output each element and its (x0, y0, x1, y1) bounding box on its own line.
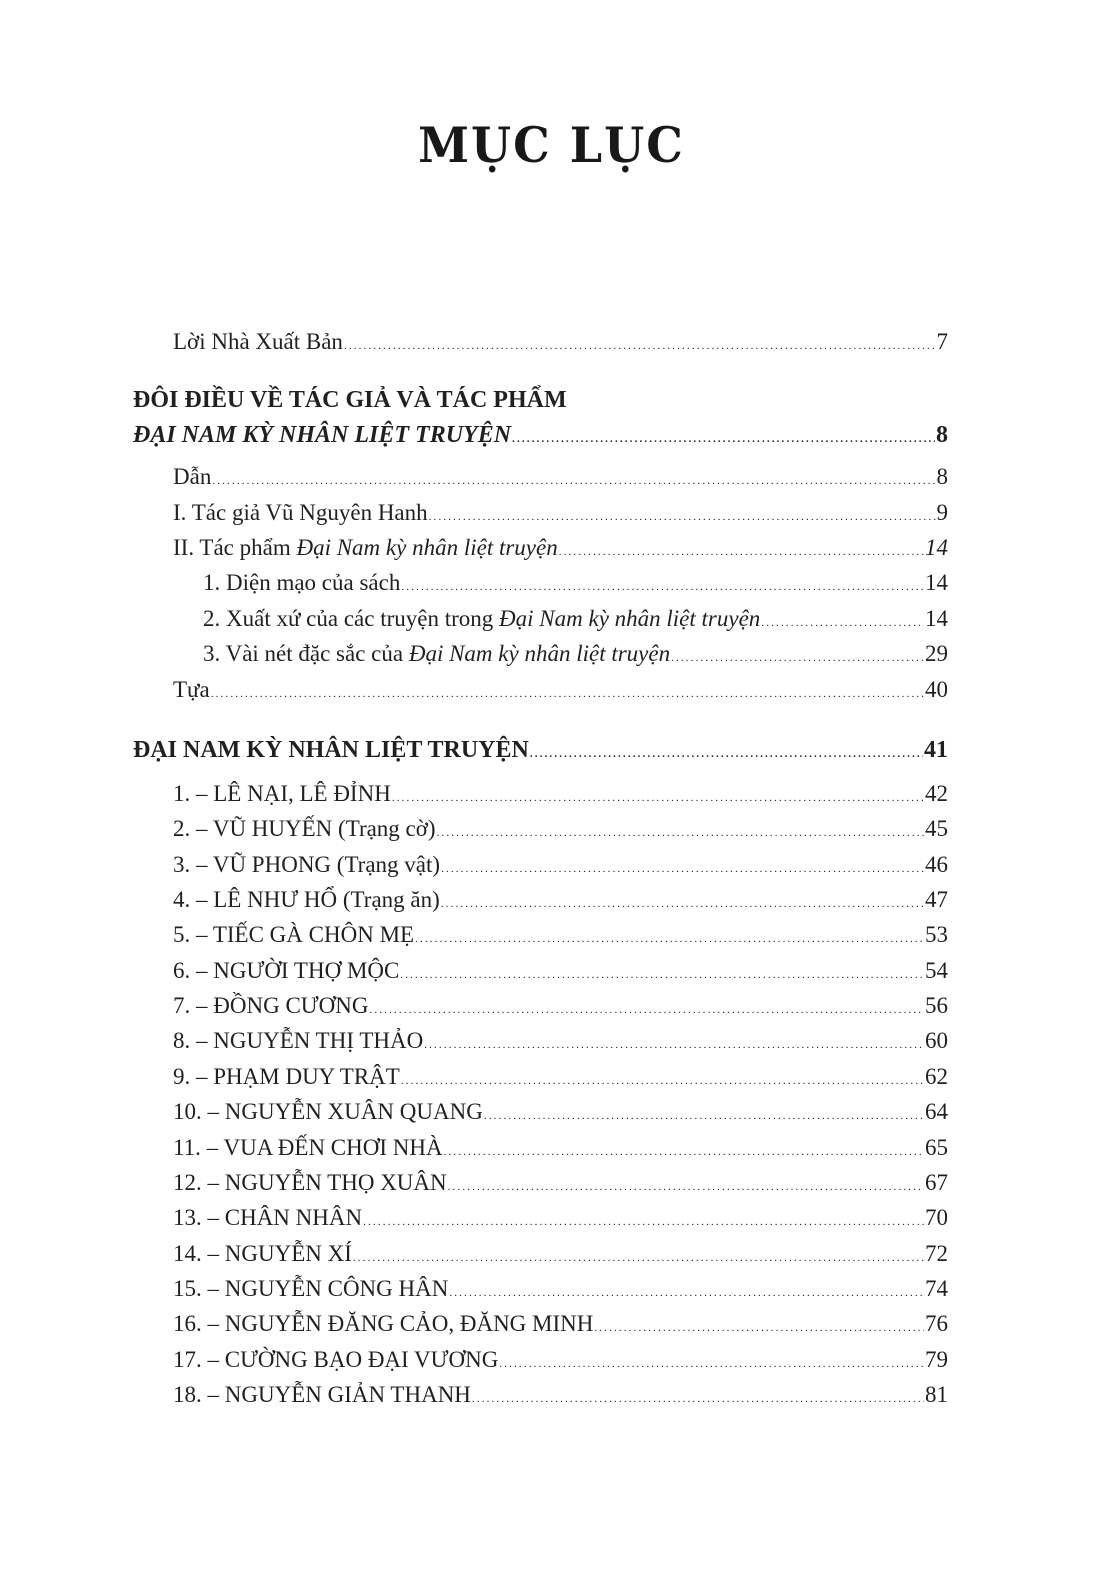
toc-entry-page: 14 (925, 606, 948, 631)
toc-story-entry[interactable] (173, 1203, 948, 1237)
toc-entry-label: 2. Xuất xứ của các truyện trong Đại Nam kỳ nhân liệt truyện (203, 606, 761, 631)
toc-story-entry[interactable] (173, 1062, 948, 1096)
toc-entry-page: 29 (925, 641, 948, 666)
toc-entry-label: 16. – NGUYỄN ĐĂNG CẢO, ĐĂNG MINH (173, 1311, 594, 1337)
toc-entry-page: 56 (925, 993, 948, 1019)
toc-story-entry[interactable] (173, 1026, 948, 1060)
dot-leader (472, 1380, 924, 1414)
toc-story-entry[interactable] (173, 956, 948, 990)
toc-entry-page: 9 (936, 500, 948, 525)
toc-entry-label: II. Tác phẩm Đại Nam kỳ nhân liệt truyện (173, 535, 558, 560)
dot-leader (424, 1026, 924, 1060)
toc-entry-label: 9. – PHẠM DUY TRẬT (173, 1063, 400, 1089)
toc-entry-page: 72 (925, 1240, 948, 1266)
dot-leader (499, 1345, 924, 1379)
toc-entry-label: 1. Diện mạo của sách (203, 570, 401, 595)
toc-section2-heading[interactable] (133, 735, 948, 769)
dot-leader (559, 533, 924, 567)
toc-entry-label: I. Tác giả Vũ Nguyên Hanh (173, 500, 428, 525)
dot-leader (530, 735, 923, 769)
dot-leader (512, 420, 935, 454)
toc-story-entry[interactable] (173, 850, 948, 884)
toc-entry-page: 14 (925, 535, 948, 560)
toc-story-entry[interactable] (173, 1345, 948, 1379)
toc-entry-page: 76 (925, 1311, 948, 1337)
section-heading-line1[interactable]: ĐÔI ĐIỀU VỀ TÁC GIẢ VÀ TÁC PHẨM (133, 387, 567, 413)
toc-entry-label: 3. Vài nét đặc sắc của Đại Nam kỳ nhân liệt truyện (203, 641, 671, 666)
toc-entry-page: 8 (936, 464, 948, 489)
toc-entry-page: 47 (925, 887, 948, 913)
toc-story-entry[interactable] (173, 885, 948, 919)
toc-story-entry[interactable] (173, 1274, 948, 1308)
dot-leader (484, 1097, 924, 1131)
toc-entry-label: 4. – LÊ NHƯ HỔ (Trạng ăn) (173, 887, 440, 913)
toc-entry-label: 12. – NGUYỄN THỌ XUÂN (173, 1169, 447, 1195)
toc-story-entry[interactable] (173, 1309, 948, 1343)
toc-entry-label: Lời Nhà Xuất Bản (173, 329, 343, 354)
dot-leader (401, 568, 924, 602)
toc-story-entry[interactable] (173, 1133, 948, 1167)
toc-entry-page: 46 (925, 851, 948, 877)
toc-story-entry[interactable] (173, 920, 948, 954)
dot-leader (444, 1133, 924, 1167)
toc-entry-page: 54 (925, 957, 948, 983)
toc-entry-label: 7. – ĐỒNG CƯƠNG (173, 993, 369, 1019)
toc-entry-label: 2. – VŨ HUYẾN (Trạng cờ) (173, 816, 436, 842)
toc-entry-page: 53 (925, 922, 948, 948)
toc-story-entry[interactable] (173, 814, 948, 848)
toc-entry-preface[interactable] (173, 327, 948, 361)
toc-entry-label: 13. – CHÂN NHÂN (173, 1205, 363, 1231)
toc-entry-page: 7 (936, 329, 948, 354)
toc-story-entry[interactable] (173, 1380, 948, 1414)
toc-story-entry[interactable] (173, 1097, 948, 1131)
dot-leader (415, 920, 924, 954)
toc-story-entry[interactable] (173, 779, 948, 813)
dot-leader (344, 327, 936, 361)
toc-entry-page: 62 (925, 1063, 948, 1089)
toc-entry-label: 18. – NGUYỄN GIẢN THANH (173, 1381, 471, 1407)
toc-entry-page: 40 (925, 677, 948, 702)
page-title: MỤC LỤC (418, 116, 685, 174)
dot-leader (449, 1274, 924, 1308)
dot-leader (437, 814, 924, 848)
toc-entry-label: 5. – TIẾC GÀ CHÔN MẸ (173, 922, 415, 948)
toc-entry[interactable] (203, 639, 948, 673)
toc-story-entry[interactable] (173, 1239, 948, 1273)
dot-leader (594, 1309, 924, 1343)
toc-entry-label: 10. – NGUYỄN XUÂN QUANG (173, 1099, 483, 1125)
dot-leader (441, 850, 924, 884)
dot-leader (761, 604, 924, 638)
toc-entry-label: 8. – NGUYỄN THỊ THẢO (173, 1028, 424, 1054)
toc-entry-page: 64 (925, 1099, 948, 1125)
dot-leader (671, 639, 924, 673)
toc-entry-label: Tựa (173, 677, 210, 702)
toc-entry-label: 14. – NGUYỄN XÍ (173, 1240, 352, 1266)
dot-leader (401, 1062, 924, 1096)
toc-story-entry[interactable] (173, 1168, 948, 1202)
toc-entry-page: 70 (925, 1205, 948, 1231)
toc-entry-page: 79 (925, 1346, 948, 1372)
dot-leader (441, 885, 924, 919)
toc-entry[interactable] (173, 675, 948, 709)
toc-entry-label: Dẫn (173, 464, 212, 489)
toc-entry-page: 67 (925, 1169, 948, 1195)
toc-entry[interactable] (203, 568, 948, 602)
toc-entry-page: 60 (925, 1028, 948, 1054)
toc-entry-page: 81 (925, 1381, 948, 1407)
dot-leader (212, 462, 935, 496)
toc-entry-label: 1. – LÊ NẠI, LÊ ĐỈNH (173, 781, 391, 806)
toc-entry-page: 74 (925, 1275, 948, 1301)
dot-leader (448, 1168, 924, 1202)
toc-entry[interactable] (203, 604, 948, 638)
toc-entry-page: 14 (925, 570, 948, 595)
dot-leader (363, 1203, 924, 1237)
toc-entry-label: ĐẠI NAM KỲ NHÂN LIỆT TRUYỆN (133, 422, 512, 448)
toc-entry-page: 42 (925, 781, 948, 806)
dot-leader (400, 956, 924, 990)
toc-entry-label: 17. – CƯỜNG BẠO ĐẠI VƯƠNG (173, 1346, 499, 1372)
toc-story-entry[interactable] (173, 991, 948, 1025)
toc-entry[interactable] (173, 533, 948, 567)
dot-leader (369, 991, 924, 1025)
toc-entry-label: ĐẠI NAM KỲ NHÂN LIỆT TRUYỆN (133, 737, 529, 763)
toc-entry-label: 15. – NGUYỄN CÔNG HÂN (173, 1275, 449, 1301)
toc-entry-page: 8 (936, 422, 948, 448)
dot-leader (211, 675, 924, 709)
dot-leader (353, 1239, 924, 1273)
dot-leader (392, 779, 924, 813)
toc-section1-heading[interactable] (133, 420, 948, 454)
toc-entry[interactable] (173, 462, 948, 496)
dot-leader (429, 498, 936, 532)
toc-entry-page: 45 (925, 816, 948, 842)
toc-entry[interactable] (173, 498, 948, 532)
toc-entry-page: 65 (925, 1134, 948, 1160)
toc-entry-label: 6. – NGƯỜI THỢ MỘC (173, 957, 400, 983)
toc-entry-label: 11. – VUA ĐẾN CHƠI NHÀ (173, 1134, 443, 1160)
toc-entry-label: 3. – VŨ PHONG (Trạng vật) (173, 851, 441, 877)
toc-entry-page: 41 (924, 737, 948, 763)
